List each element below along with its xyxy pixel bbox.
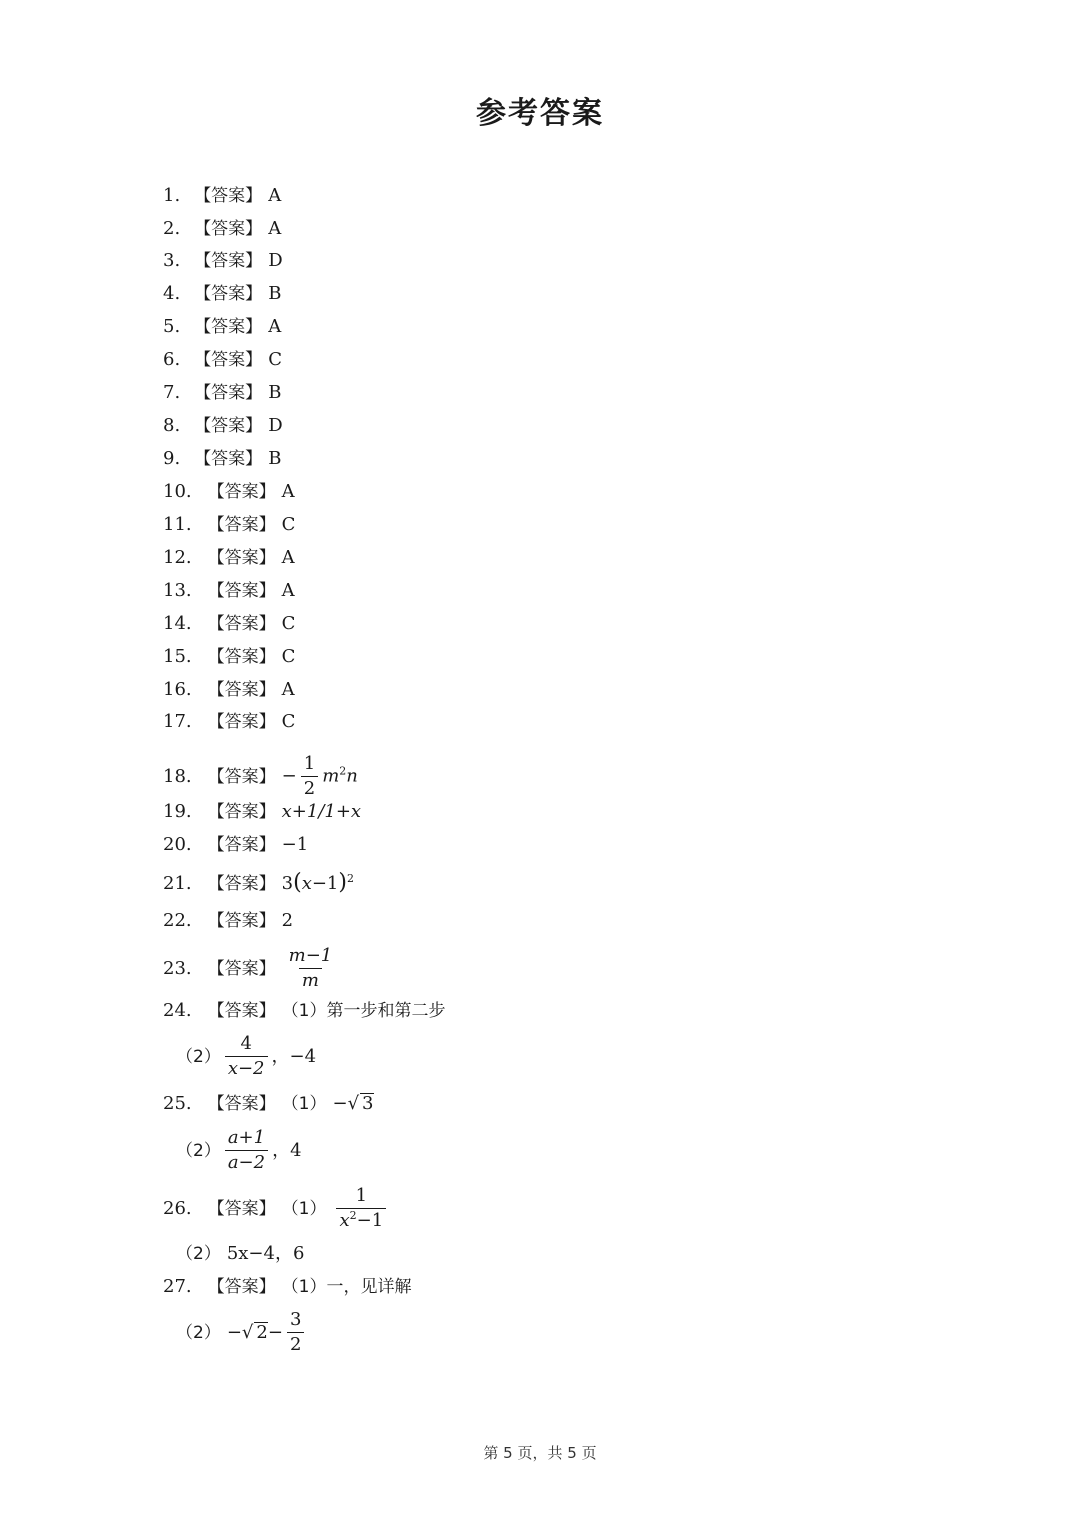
- answer-row-26-part2: [176, 1241, 304, 1267]
- answer-row-25: [163, 1091, 374, 1117]
- answer-value: B: [268, 382, 282, 403]
- answer-label: 【答案】: [207, 835, 276, 855]
- answer-row: [163, 413, 283, 439]
- answer-label: 【答案】: [194, 383, 263, 403]
- answer-value: B: [268, 448, 282, 469]
- answer-label: 【答案】: [194, 186, 263, 206]
- answer-label: 【答案】: [207, 911, 276, 931]
- answer-value: A: [281, 547, 295, 568]
- answer-label: 【答案】: [207, 1277, 276, 1297]
- fraction: $\frac{m-1}{m}$: [288, 945, 333, 991]
- answer-label: 【答案】: [207, 766, 276, 787]
- question-number: 18.: [163, 765, 192, 787]
- question-number: 25.: [163, 1093, 192, 1114]
- answer-label: 【答案】: [194, 251, 263, 271]
- question-number: 6.: [163, 349, 181, 370]
- answer-row: [163, 709, 295, 735]
- part-label: （1）: [281, 1094, 327, 1114]
- fraction: $\frac{a+1}{a-2}$: [225, 1128, 268, 1173]
- question-number: 22.: [163, 910, 192, 931]
- answer-value: ，−4: [271, 1045, 317, 1067]
- answer-label: 【答案】: [207, 802, 276, 822]
- answer-row: [163, 314, 281, 340]
- question-number: 3.: [163, 250, 181, 271]
- answer-row-24: [163, 998, 445, 1024]
- answer-row: [163, 216, 281, 242]
- question-number: 16.: [163, 679, 192, 700]
- question-number: 1.: [163, 185, 181, 206]
- answer-row: [163, 446, 281, 472]
- answer-row-19: [163, 799, 361, 825]
- answer-value: B: [268, 283, 282, 304]
- answer-label: 【答案】: [207, 614, 276, 634]
- answer-value: C: [281, 613, 296, 634]
- answer-value: C: [281, 514, 296, 535]
- answer-label: 【答案】: [194, 416, 263, 436]
- answer-label: 【答案】: [194, 219, 263, 239]
- question-number: 2.: [163, 218, 181, 239]
- question-number: 24.: [163, 1000, 192, 1021]
- question-number: 5.: [163, 316, 181, 337]
- part-label: （2）: [176, 1140, 221, 1161]
- question-number: 19.: [163, 801, 192, 822]
- answer-row-26: [163, 1186, 390, 1231]
- answer-value: x+1/1+x: [281, 801, 362, 822]
- fraction: $\frac{3}{2}$: [287, 1310, 304, 1355]
- part-label: （1）: [281, 1198, 327, 1219]
- answer-row-27: [163, 1274, 411, 1300]
- answer-label: 【答案】: [194, 317, 263, 337]
- fraction: $\frac{1}{x^2-1}$: [336, 1186, 386, 1231]
- answer-label: 【答案】: [194, 350, 263, 370]
- part-label: （2）: [176, 1046, 221, 1067]
- question-number: 20.: [163, 834, 192, 855]
- answer-value: C: [281, 711, 296, 732]
- answer-value: A: [268, 185, 282, 206]
- answer-row: [163, 512, 295, 538]
- question-number: 17.: [163, 711, 192, 732]
- answer-value: 5x−4，6: [226, 1243, 305, 1264]
- answer-row: [163, 281, 281, 307]
- answer-value: − $\frac{1}{2}$ $m^2n$: [281, 753, 358, 799]
- answer-value: A: [268, 218, 282, 239]
- answer-row-27-part2: [176, 1310, 308, 1355]
- answer-label: 【答案】: [207, 1094, 276, 1114]
- answer-row-18: [163, 754, 358, 799]
- question-number: 9.: [163, 448, 181, 469]
- answer-row: [163, 479, 295, 505]
- answer-row-23: [163, 946, 339, 991]
- answer-row: [163, 677, 295, 703]
- answer-row: [163, 578, 295, 604]
- answer-label: 【答案】: [207, 482, 276, 502]
- question-number: 12.: [163, 547, 192, 568]
- answer-value: A: [281, 580, 295, 601]
- answer-label: 【答案】: [207, 548, 276, 568]
- answer-label: 【答案】: [207, 712, 276, 732]
- answer-label: 【答案】: [207, 873, 276, 894]
- answer-value: 一，见详解: [326, 1277, 412, 1297]
- question-number: 13.: [163, 580, 192, 601]
- part-label: （1）: [281, 1001, 327, 1021]
- question-number: 7.: [163, 382, 181, 403]
- answer-value: 2: [281, 910, 294, 931]
- page-title: 参考答案: [476, 96, 604, 131]
- answer-value: D: [268, 250, 283, 271]
- question-number: 14.: [163, 613, 192, 634]
- answer-value: C: [268, 349, 282, 370]
- answer-label: 【答案】: [207, 680, 276, 700]
- question-number: 4.: [163, 283, 181, 304]
- answer-value: [282, 946, 340, 991]
- question-number: 27.: [163, 1276, 192, 1297]
- question-number: 8.: [163, 415, 181, 436]
- answer-label: 【答案】: [194, 284, 263, 304]
- part-label: （1）: [281, 1277, 327, 1297]
- answer-value: D: [268, 415, 283, 436]
- answer-row: [163, 545, 295, 571]
- question-number: 11.: [163, 514, 192, 535]
- question-number: 15.: [163, 646, 192, 667]
- answer-label: 【答案】: [207, 581, 276, 601]
- part-label: （2）: [176, 1244, 221, 1264]
- answer-value: 第一步和第二步: [326, 1001, 446, 1021]
- answer-value: −√ 3: [332, 1093, 374, 1114]
- fraction: $\frac{4}{x-2}$: [225, 1034, 268, 1079]
- answer-row-20: [163, 832, 308, 858]
- answer-row: [163, 248, 283, 274]
- answer-row-25-part2: [176, 1128, 302, 1173]
- answer-value: −1: [281, 834, 309, 855]
- answer-value: −√ 2−: [226, 1321, 283, 1343]
- page-footer: 第 5 页，共 5 页: [483, 1444, 597, 1462]
- answer-value: $3(x-1)^2$: [281, 870, 354, 895]
- part-label: （2）: [176, 1322, 221, 1343]
- answer-label: 【答案】: [207, 958, 276, 979]
- answer-row: [163, 380, 281, 406]
- answer-row-21: [163, 870, 354, 897]
- answer-row: [163, 611, 295, 637]
- answer-row: [163, 644, 295, 670]
- answer-row: [163, 347, 282, 373]
- answer-row-24-part2: [176, 1034, 316, 1079]
- answer-row-22: [163, 908, 293, 934]
- question-number: 26.: [163, 1197, 192, 1219]
- answer-label: 【答案】: [207, 515, 276, 535]
- answer-value: A: [281, 679, 295, 700]
- answer-value: C: [281, 646, 296, 667]
- fraction: $\frac{1}{2}$: [301, 754, 318, 799]
- question-number: 21.: [163, 872, 192, 894]
- answer-label: 【答案】: [194, 449, 263, 469]
- question-number: 23.: [163, 957, 192, 979]
- question-number: 10.: [163, 481, 192, 502]
- answer-row: [163, 183, 281, 209]
- answer-value: A: [268, 316, 282, 337]
- answer-value: A: [281, 481, 295, 502]
- answer-label: 【答案】: [207, 1198, 276, 1219]
- answer-value: ，4: [272, 1139, 302, 1161]
- answer-label: 【答案】: [207, 1001, 276, 1021]
- answer-label: 【答案】: [207, 647, 276, 667]
